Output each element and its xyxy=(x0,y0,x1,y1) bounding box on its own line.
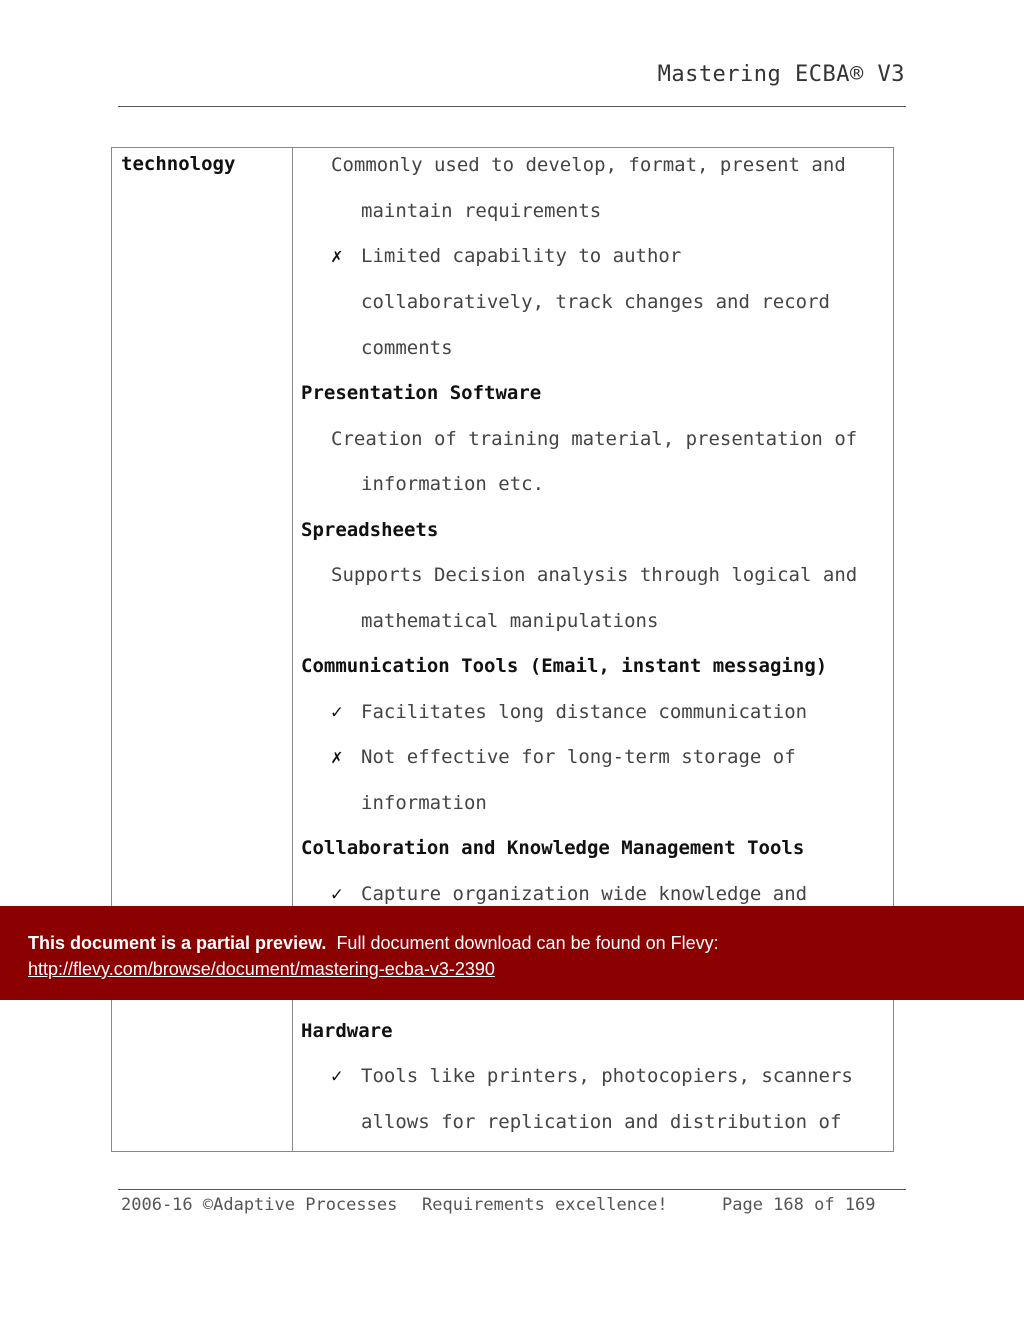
list-item-text: Tools like printers, photocopiers, scanners xyxy=(361,1065,853,1087)
list-item xyxy=(331,1064,853,1088)
body-line: comments xyxy=(361,337,453,359)
section-heading-communication: Communication Tools (Email, instant messaging) xyxy=(301,655,828,677)
list-item xyxy=(331,244,681,268)
row-label: technology xyxy=(121,153,236,175)
cross-mark-icon: ✗ xyxy=(331,746,343,768)
list-item-text: Not effective for long-term storage of xyxy=(361,746,796,768)
banner-message xyxy=(28,930,1024,956)
list-item-text: Limited capability to author xyxy=(361,245,682,267)
list-item xyxy=(331,745,796,769)
section-heading-hardware: Hardware xyxy=(301,1020,393,1042)
column-divider xyxy=(292,148,293,1151)
body-line: Creation of training material, presentation of xyxy=(331,428,858,450)
content-table xyxy=(111,147,894,1152)
body-line: information etc. xyxy=(361,473,545,495)
banner-bold-text: This document is a partial preview. xyxy=(28,933,327,953)
check-mark-icon: ✓ xyxy=(331,1065,343,1087)
body-line: collaboratively, track changes and record xyxy=(361,291,830,313)
cross-mark-icon: ✗ xyxy=(331,245,343,267)
section-heading-presentation: Presentation Software xyxy=(301,382,542,404)
body-line: mathematical manipulations xyxy=(361,610,659,632)
body-line: maintain requirements xyxy=(361,200,602,222)
section-heading-spreadsheets: Spreadsheets xyxy=(301,519,439,541)
list-item-text: Facilitates long distance communication xyxy=(361,701,808,723)
footer-copyright: 2006-16 ©Adaptive Processes xyxy=(121,1195,398,1215)
header-divider xyxy=(118,106,906,107)
body-line: information xyxy=(361,792,487,814)
page-header-title: Mastering ECBA® V3 xyxy=(657,62,905,87)
banner-text: Full document download can be found on Flevy: xyxy=(336,933,719,953)
body-line: Commonly used to develop, format, present and xyxy=(331,154,846,176)
footer-divider xyxy=(118,1189,906,1190)
check-mark-icon: ✓ xyxy=(331,883,343,905)
list-item-text: Capture organization wide knowledge and xyxy=(361,883,808,905)
body-line: Supports Decision analysis through logical and xyxy=(331,564,858,586)
section-heading-collaboration: Collaboration and Knowledge Management Tools xyxy=(301,837,805,859)
check-mark-icon: ✓ xyxy=(331,701,343,723)
list-item xyxy=(331,882,807,906)
preview-banner xyxy=(0,906,1024,1000)
footer-page-number: Page 168 of 169 xyxy=(722,1195,876,1215)
list-item xyxy=(331,700,807,724)
footer-tagline: Requirements excellence! xyxy=(422,1195,668,1215)
download-link[interactable]: http://flevy.com/browse/document/mastering-ecba-v3-2390 xyxy=(28,959,495,979)
body-line: allows for replication and distribution of xyxy=(361,1111,842,1133)
